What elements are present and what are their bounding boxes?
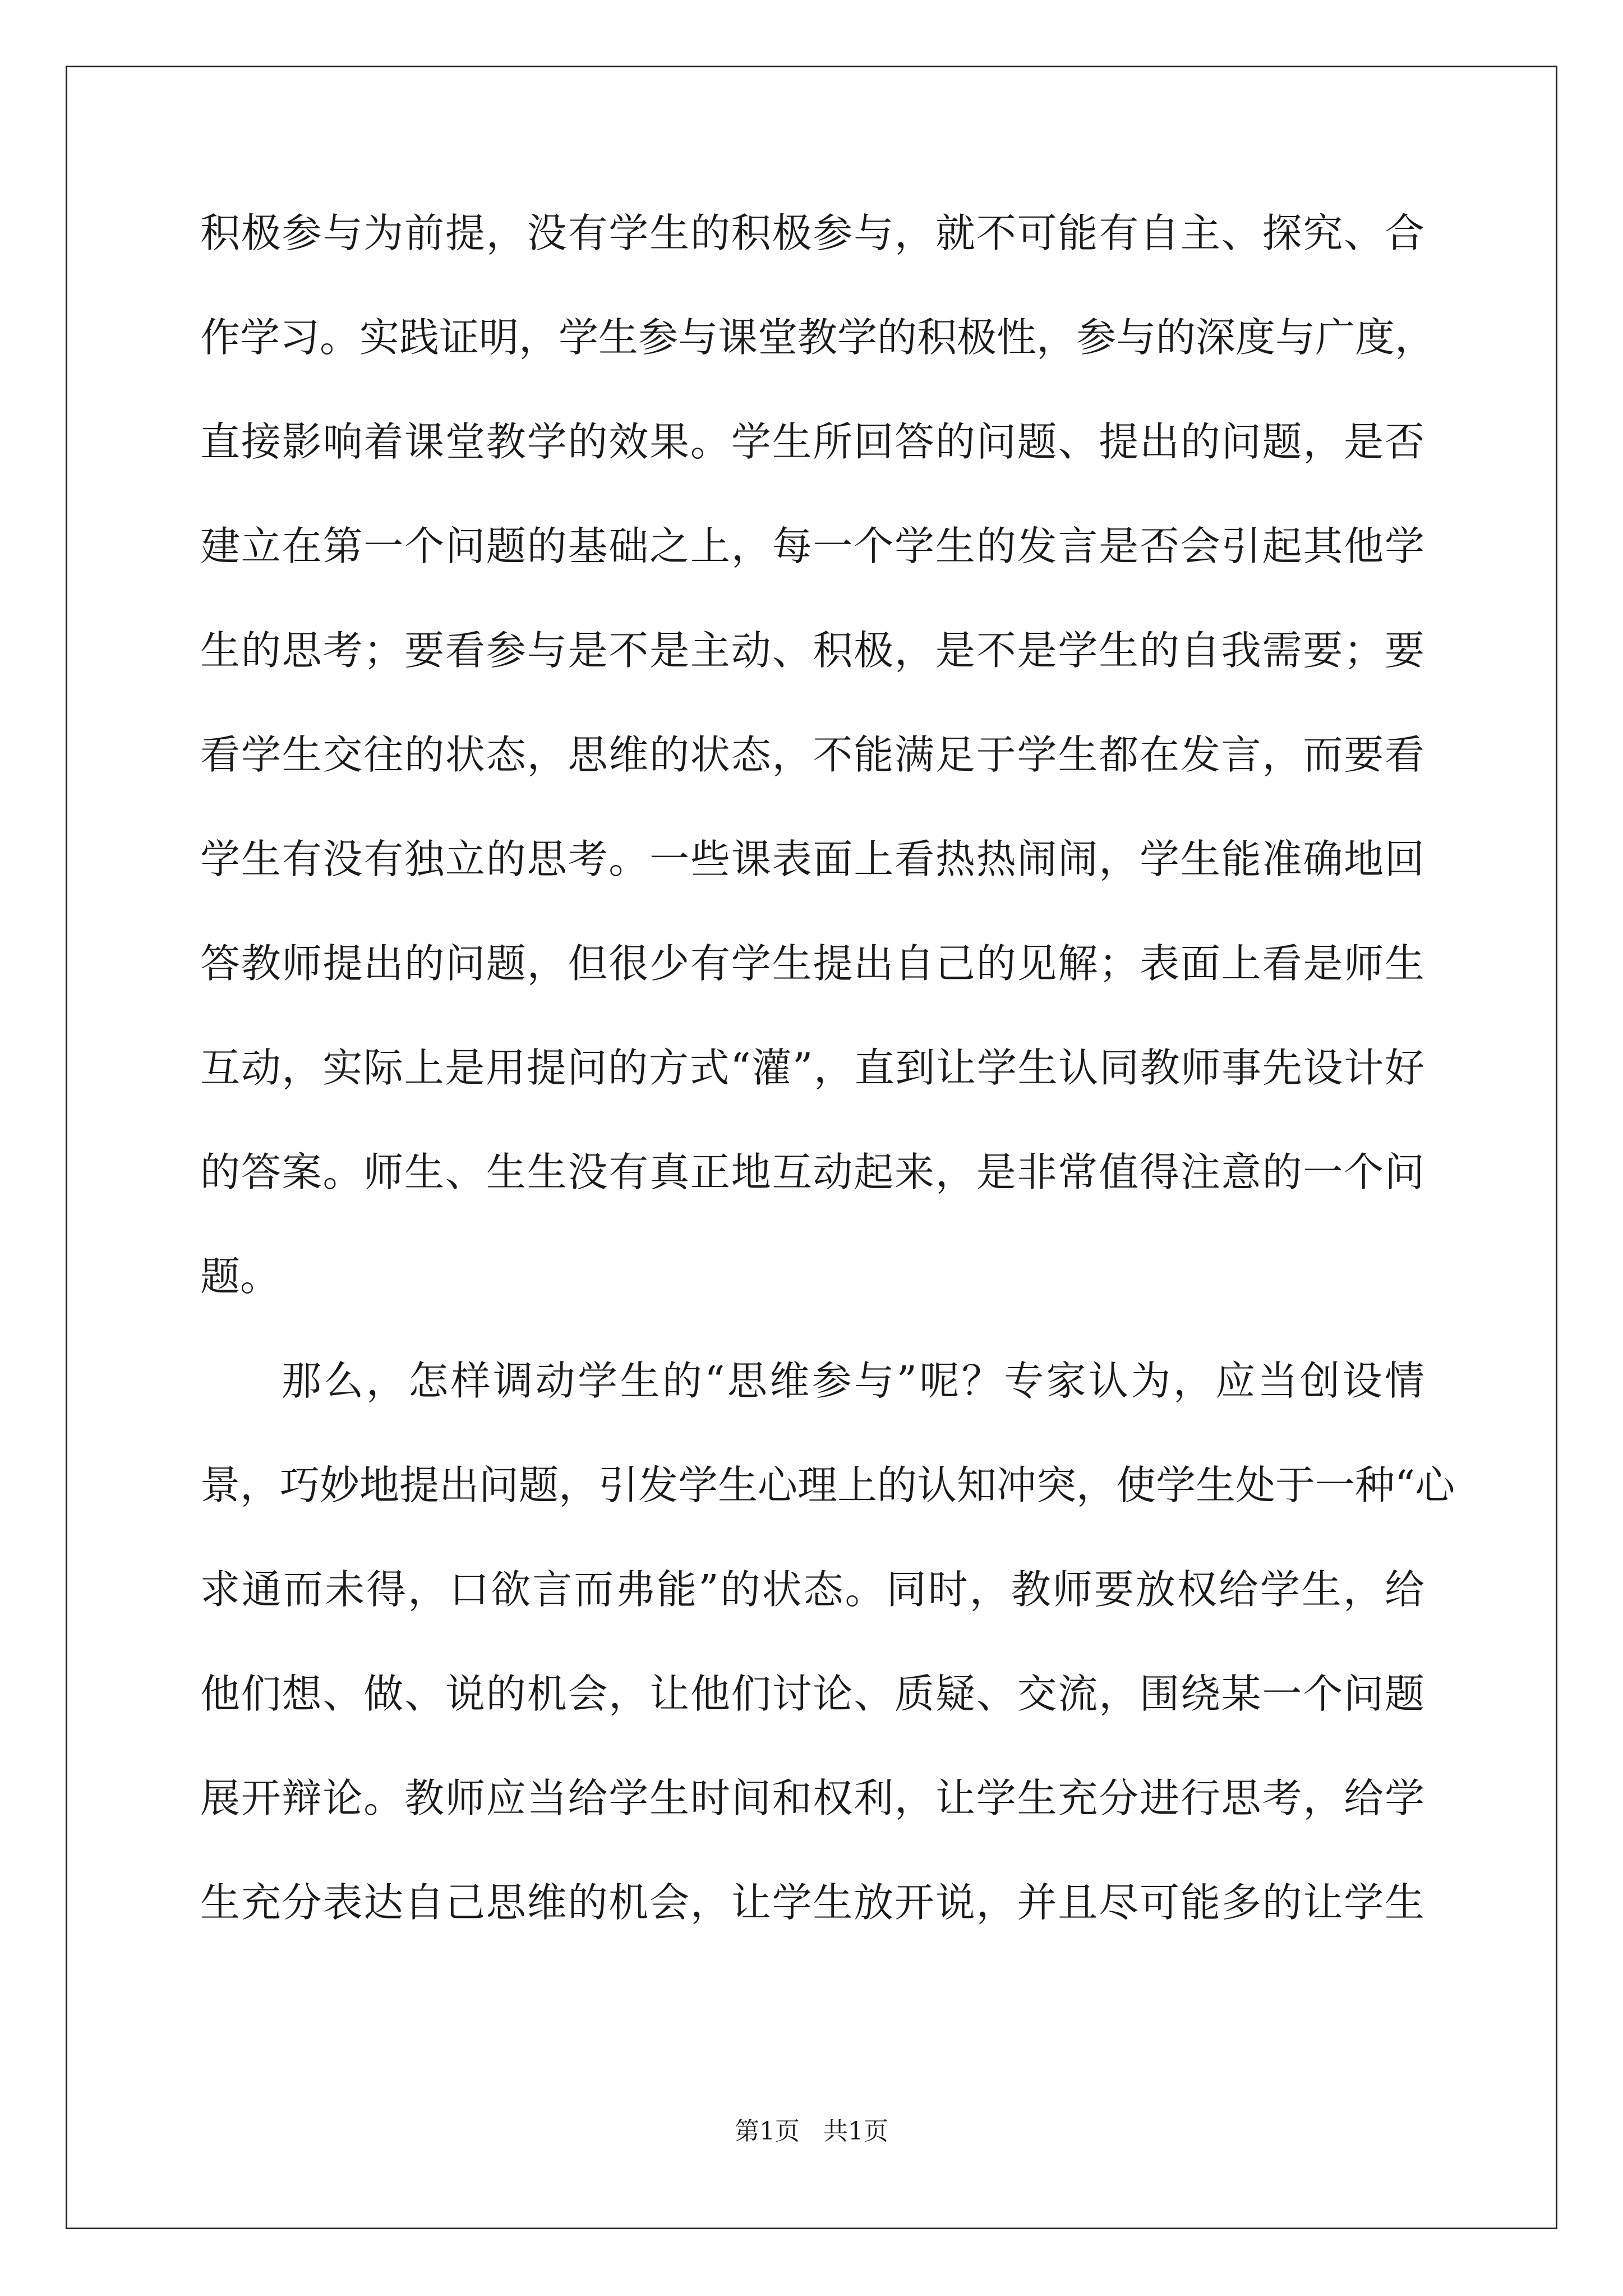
text-line: 积极参与为前提，没有学生的积极参与，就不可能有自主、探究、合 <box>200 210 1424 256</box>
text-line: 生的思考；要看参与是不是主动、积极，是不是学生的自我需要；要 <box>200 627 1424 674</box>
text-line: 直接影响着课堂教学的效果。学生所回答的问题、提出的问题，是否 <box>200 418 1424 465</box>
page-number-footer: 第1页 共1页 <box>735 2117 888 2146</box>
text-line: 的答案。师生、生生没有真正地互动起来，是非常值得注意的一个问 <box>200 1149 1424 1195</box>
text-line: 生充分表达自己思维的机会，让学生放开说，并且尽可能多的让学生 <box>200 1879 1424 1926</box>
text-line: 看学生交往的状态，思维的状态，不能满足于学生都在发言，而要看 <box>200 731 1424 778</box>
text-line: 展开辩论。教师应当给学生时间和权利，让学生充分进行思考，给学 <box>200 1775 1424 1821</box>
text-line: 景，巧妙地提出问题，引发学生心理上的认知冲突，使学生处于一种“心 <box>200 1462 1455 1508</box>
text-line: 学生有没有独立的思考。一些课表面上看热热闹闹，学生能准确地回 <box>200 836 1424 882</box>
text-line: 互动，实际上是用提问的方式“灌”，直到让学生认同教师事先设计好 <box>200 1045 1424 1091</box>
text-line: 答教师提出的问题，但很少有学生提出自己的见解；表面上看是师生 <box>200 940 1424 987</box>
text-line: 题。 <box>200 1253 280 1300</box>
text-line: 求通而未得，口欲言而弗能”的状态。同时，教师要放权给学生，给 <box>200 1566 1424 1613</box>
text-line: 建立在第一个问题的基础之上，每一个学生的发言是否会引起其他学 <box>200 523 1424 569</box>
text-line: 他们想、做、说的机会，让他们讨论、质疑、交流，围绕某一个问题 <box>200 1671 1424 1717</box>
text-line: 那么，怎样调动学生的“思维参与”呢？专家认为，应当创设情 <box>282 1358 1424 1404</box>
text-line: 作学习。实践证明，学生参与课堂教学的积极性，参与的深度与广度， <box>200 314 1435 361</box>
